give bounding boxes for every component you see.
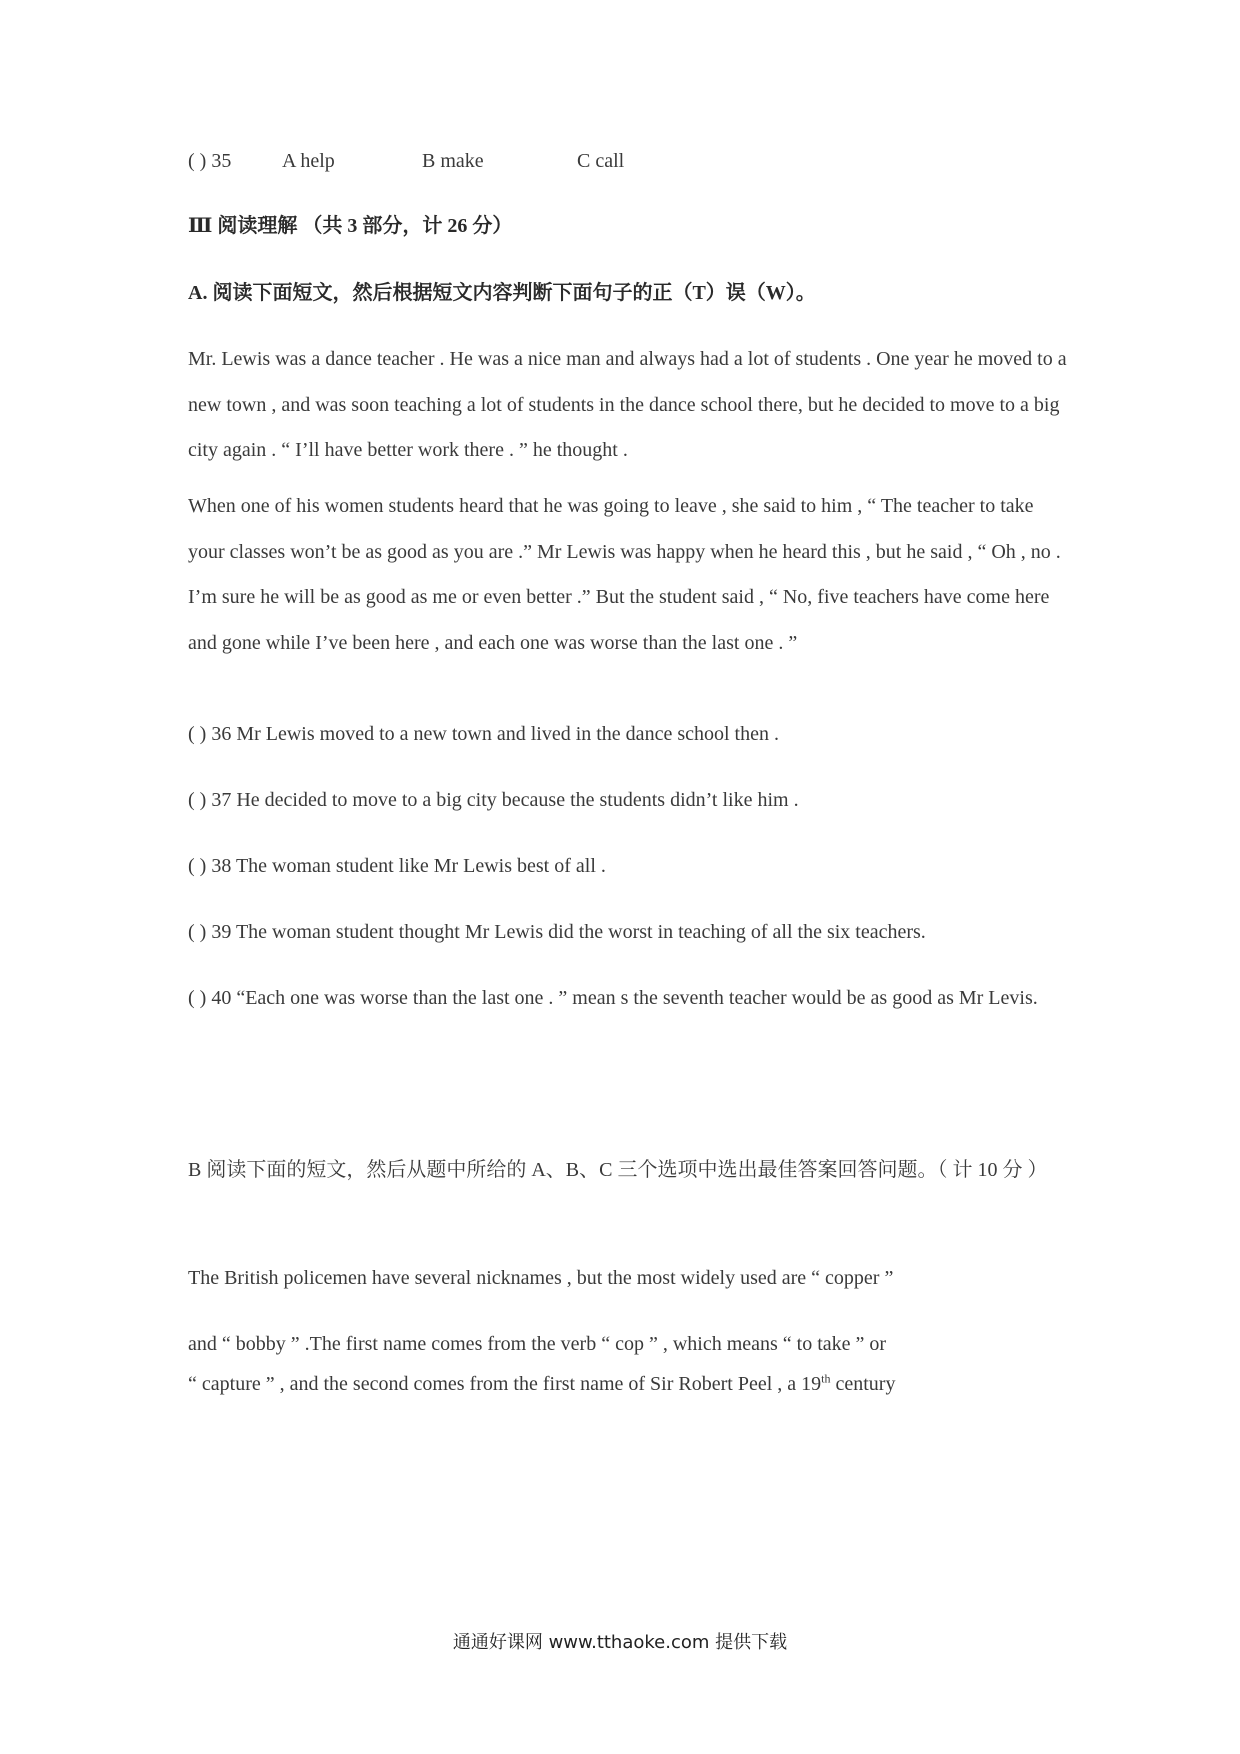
question-40: ( ) 40 “Each one was worse than the last one . ” mean s the seventh teacher would be as good as Mr Levis. — [188, 987, 1038, 1009]
part-b-line-1: The British policemen have several nicknames , but the most widely used are “ copper ” — [188, 1267, 894, 1289]
question-37: ( ) 37 He decided to move to a big city because the students didn’t like him . — [188, 789, 799, 811]
question-35 — [188, 151, 624, 171]
question-36: ( ) 36 Mr Lewis moved to a new town and lived in the dance school then . — [188, 723, 779, 745]
ordinal-suffix: th — [821, 1371, 831, 1386]
part-b-line-3-text: “ capture ” , and the second comes from the first name of Sir Robert Peel , a 19 — [188, 1373, 822, 1395]
part-a-paragraph-2: When one of his women students heard that he was going to leave , she said to him , “ The teacher to take your classes won’t be as good as you are .” Mr Lewis was happy when he heard this , but he said , “ Oh , no . I’m sure he will be as good as me or even better .” But the student said , “ No, five teachers have come here and gone while I’ve been here , and each one was worse than the last one . ” — [188, 495, 1061, 654]
section-3-heading: Ⅲ 阅读理解 （共 3 部分，计 26 分） — [188, 215, 513, 237]
part-b-heading: B 阅读下面的短文，然后从题中所给的 A、B、C 三个选项中选出最佳答案回答问题。（ 计 10 分 ） — [188, 1159, 1048, 1181]
page-footer: 通通好课网 www.tthaoke.com 提供下载 — [452, 1632, 788, 1653]
question-35-option-c: C call — [577, 150, 625, 172]
question-35-option-b: B make — [422, 150, 484, 172]
part-a-paragraph-1: Mr. Lewis was a dance teacher . He was a nice man and always had a lot of students . One year he moved to a new town , and was soon teaching a lot of students in the dance school there, but he decided to move to a big city again . “ I’ll have better work there . ” he thought . — [188, 348, 1067, 461]
question-38: ( ) 38 The woman student like Mr Lewis best of all . — [188, 855, 606, 877]
part-b-line-3-end: century — [830, 1373, 896, 1395]
part-b-line-2: and “ bobby ” .The first name comes from the verb “ cop ” , which means “ to take ” or — [188, 1333, 887, 1355]
question-35-number: ( ) 35 — [188, 150, 232, 172]
question-35-option-a: A help — [282, 150, 335, 172]
part-b-line-3 — [188, 1371, 896, 1395]
question-39: ( ) 39 The woman student thought Mr Lewis did the worst in teaching of all the six teachers. — [188, 921, 926, 943]
part-a-heading: A. 阅读下面短文，然后根据短文内容判断下面句子的正（T）误（W）。 — [188, 282, 816, 304]
